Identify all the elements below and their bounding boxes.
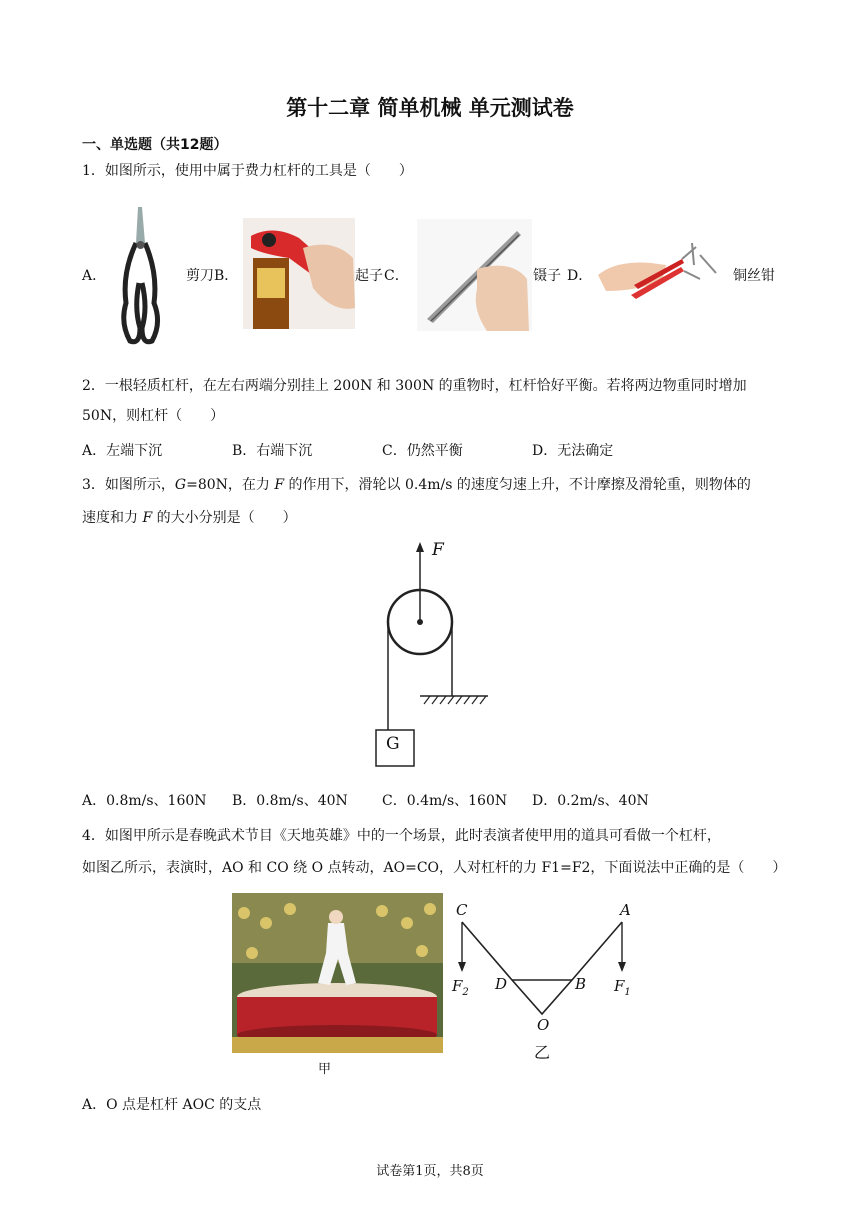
question-1-stem: 1．如图所示，使用中属于费力杠杆的工具是（ ） <box>82 163 413 179</box>
scissors-image <box>112 203 168 345</box>
q2-option-c: C．仍然平衡 <box>382 443 463 459</box>
lever-label-f1: $F_1$ <box>614 977 631 998</box>
question-2-line2: 50N，则杠杆（ ） <box>82 408 225 424</box>
q1-option-d-prefix: D． <box>567 268 593 284</box>
q1-option-c-prefix: C． <box>384 268 409 284</box>
q3-option-b: B．0.8m/s、40N <box>232 793 348 809</box>
tweezers-image <box>417 219 532 331</box>
q1-option-b-prefix: B． <box>214 268 239 284</box>
pulley-weight-label: G <box>386 734 400 754</box>
q3-option-d: D．0.2m/s、40N <box>532 793 649 809</box>
page-title: 第十二章 简单机械 单元测试卷 <box>286 96 574 120</box>
section-heading: 一、单选题（共12题） <box>82 137 228 153</box>
q1-option-a-label: 剪刀 <box>186 268 214 284</box>
wire-pliers-image <box>596 235 718 307</box>
question-3-line1: 3．如图所示，G=80N，在力 F 的作用下，滑轮以 0.4m/s 的速度匀速上升，不计摩擦及滑轮重，则物体的 <box>82 477 751 493</box>
martial-arts-photo <box>232 893 443 1053</box>
figure-jia-caption: 甲 <box>318 1062 332 1077</box>
q4-option-a: A．O 点是杠杆 AOC 的支点 <box>82 1097 262 1113</box>
lever-label-b: B <box>575 975 587 993</box>
figure-yi-caption: 乙 <box>534 1043 551 1062</box>
question-4-line2: 如图乙所示，表演时，AO 和 CO 绕 O 点转动，AO=CO，人对杠杆的力 F1=F2，下面说法中正确的是（ ） <box>82 860 787 876</box>
lever-label-o: O <box>537 1016 550 1034</box>
pulley-force-label: F <box>432 540 444 560</box>
lever-label-d: D <box>495 975 508 993</box>
question-3-line2: 速度和力 F 的大小分别是（ ） <box>82 510 297 526</box>
question-2-line1: 2．一根轻质杠杆，在左右两端分别挂上 200N 和 300N 的重物时，杠杆恰好平衡。若将两边物重同时增加 <box>82 378 747 394</box>
lever-label-a: A <box>620 901 631 919</box>
q1-option-b-label: 起子 <box>355 268 383 284</box>
lever-label-c: C <box>456 901 468 919</box>
page-footer: 试卷第1页，共8页 <box>376 1164 484 1179</box>
bottle-opener-image <box>243 218 355 329</box>
q2-option-d: D．无法确定 <box>532 443 614 459</box>
q1-option-a-prefix: A． <box>82 268 107 284</box>
q3-option-c: C．0.4m/s、160N <box>382 793 508 809</box>
q3-option-a: A．0.8m/s、160N <box>82 793 207 809</box>
q2-option-b: B．右端下沉 <box>232 443 313 459</box>
question-4-line1: 4．如图甲所示是春晚武术节目《天地英雄》中的一个场景，此时表演者使甲用的道具可看做一个杠杆， <box>82 828 721 844</box>
q2-option-a: A．左端下沉 <box>82 443 163 459</box>
lever-label-f2: $F_2$ <box>452 977 469 998</box>
q1-option-c-label: 镊子 <box>533 268 561 284</box>
q1-option-d-label: 铜丝钳 <box>733 268 775 284</box>
